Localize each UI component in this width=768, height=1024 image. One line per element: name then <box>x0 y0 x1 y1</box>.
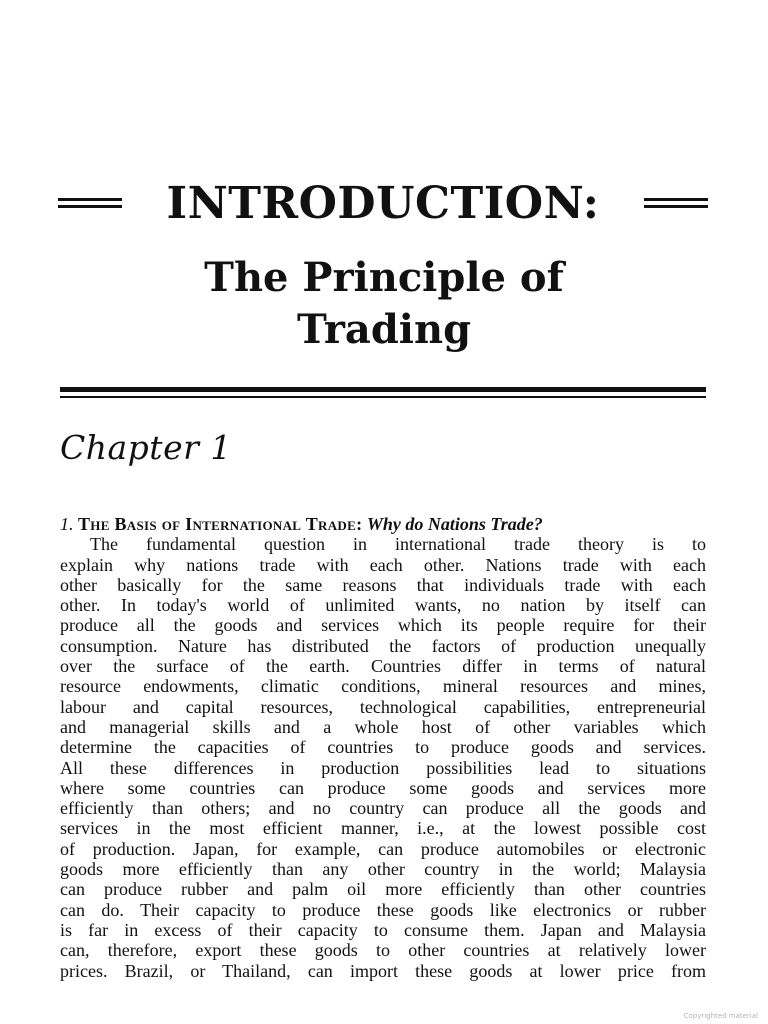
page-subtitle <box>0 252 768 356</box>
copyright-note: Copyrighted material <box>683 1012 758 1020</box>
section-title: The Basis of International Trade: <box>78 514 363 534</box>
body-line: is far in excess of their capacity to consume them. Japan and Malaysia <box>60 919 706 940</box>
intro-title: INTRODUCTION: <box>166 177 600 229</box>
body-line: can do. Their capacity to produce these goods like electronics or rubber <box>60 899 706 920</box>
body-line: of production. Japan, for example, can produce automobiles or electronic <box>60 838 706 859</box>
section-heading <box>60 514 706 534</box>
body-line: explain why nations trade with each other. Nations trade with each <box>60 554 706 575</box>
body-line: consumption. Nature has distributed the factors of production unequally <box>60 635 706 656</box>
body-line: other. In today's world of unlimited wants, no nation by itself can <box>60 595 706 616</box>
body-line: and managerial skills and a whole host of other variables which <box>60 716 706 737</box>
section-number: 1. <box>60 514 74 534</box>
chapter-heading: Chapter 1 <box>60 428 232 467</box>
subtitle-line-2: Trading <box>296 306 472 353</box>
body-line: other basically for the same reasons that individuals trade with each <box>60 574 706 595</box>
body-line: where some countries can produce some goods and services more <box>60 777 706 798</box>
body-line: goods more efficiently than any other country in the world; Malaysia <box>60 859 706 880</box>
heading-divider <box>60 387 706 398</box>
body-text <box>60 514 706 981</box>
body-line: can, therefore, export these goods to other countries at relatively lower <box>60 940 706 961</box>
left-double-rule <box>58 198 122 208</box>
body-line: resource endowments, climatic conditions, mineral resources and mines, <box>60 676 706 697</box>
intro-heading-row <box>58 172 708 234</box>
body-line: The fundamental question in international trade theory is to <box>90 534 706 555</box>
body-line: efficiently than others; and no country can produce all the goods and <box>60 798 706 819</box>
section-question: Why do Nations Trade? <box>366 514 543 534</box>
body-line: determine the capacities of countries to produce goods and services. <box>60 737 706 758</box>
body-line: services in the most efficient manner, i.e., at the lowest possible cost <box>60 818 706 839</box>
body-line: prices. Brazil, or Thailand, can import these goods at lower price from <box>60 960 706 981</box>
body-line: produce all the goods and services which its people require for their <box>60 615 706 636</box>
body-line: can produce rubber and palm oil more efficiently than other countries <box>60 879 706 900</box>
body-paragraph <box>60 534 706 981</box>
body-line: over the surface of the earth. Countries differ in terms of natural <box>60 656 706 677</box>
body-line: All these differences in production possibilities lead to situations <box>60 757 706 778</box>
right-double-rule <box>644 198 708 208</box>
subtitle-line-1: The Principle of <box>204 254 564 301</box>
body-line: labour and capital resources, technological capabilities, entrepreneurial <box>60 696 706 717</box>
